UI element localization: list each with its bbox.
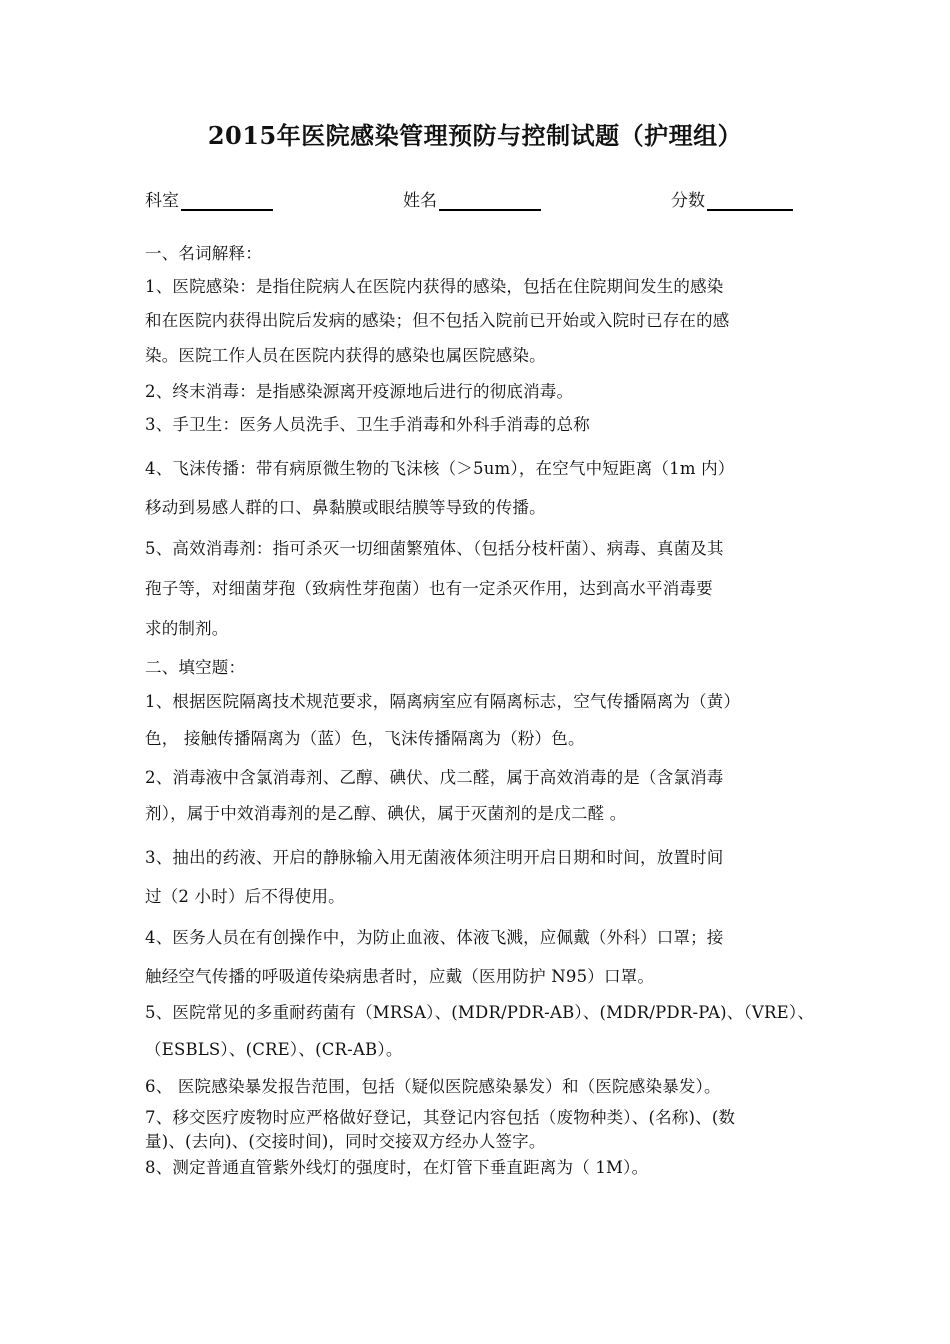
score-field[interactable] [671, 186, 793, 211]
question-line: 过（2 小时）后不得使用。 [145, 887, 345, 906]
header-fields [145, 186, 807, 214]
definition-line: 求的制剂。 [145, 619, 229, 638]
definition-line: 4、飞沫传播：带有病原微生物的飞沫核（＞5um），在空气中短距离（1m 内） [145, 459, 735, 478]
question-line: 2、消毒液中含氯消毒剂、乙醇、碘伏、戊二醛，属于高效消毒的是（含氯消毒 [145, 768, 724, 787]
name-label: 姓名 [403, 191, 437, 211]
department-blank[interactable] [181, 189, 273, 211]
question-line: 触经空气传播的呼吸道传染病患者时，应戴（医用防护 N95）口罩。 [145, 967, 655, 986]
question-line: 6、 医院感染暴发报告范围，包括（疑似医院感染暴发）和（医院感染暴发）。 [145, 1077, 721, 1096]
question-line: 3、抽出的药液、开启的静脉输入用无菌液体须注明开启日期和时间，放置时间 [145, 848, 724, 867]
definition-line: 孢子等，对细菌芽孢（致病性芽孢菌）也有一定杀灭作用，达到高水平消毒要 [145, 579, 713, 598]
definition-line: 和在医院内获得出院后发病的感染；但不包括入院前已开始或入院时已存在的感 [145, 311, 730, 330]
question-line: 5、医院常见的多重耐药菌有（MRSA）、(MDR/PDR-AB）、(MDR/PDR-PA)、（VRE）、 [145, 1003, 815, 1022]
definition-line: 染。医院工作人员在医院内获得的感染也属医院感染。 [145, 346, 546, 365]
question-line: 色， 接触传播隔离为（蓝）色，飞沫传播隔离为（粉）色。 [145, 729, 585, 748]
section2-heading: 二、填空题： [145, 658, 246, 677]
name-blank[interactable] [439, 189, 541, 211]
definition-line: 3、手卫生：医务人员洗手、卫生手消毒和外科手消毒的总称 [145, 415, 590, 434]
definition-line: 5、高效消毒剂：指可杀灭一切细菌繁殖体、（包括分枝杆菌）、病毒、真菌及其 [145, 539, 724, 558]
page-title: 2015年医院感染管理预防与控制试题（护理组） [207, 121, 743, 150]
question-line: 8、测定普通直管紫外线灯的强度时，在灯管下垂直距离为（ 1M）。 [145, 1158, 649, 1177]
question-line: 1、根据医院隔离技术规范要求，隔离病室应有隔离标志，空气传播隔离为（黄） [145, 692, 741, 711]
question-line: 剂），属于中效消毒剂的是乙醇、碘伏，属于灭菌剂的是戊二醛 。 [145, 804, 627, 823]
question-line: 4、医务人员在有创操作中，为防止血液、体液飞溅，应佩戴（外科）口罩；接 [145, 928, 724, 947]
department-label: 科室 [145, 191, 179, 211]
question-line: 7、移交医疗废物时应严格做好登记，其登记内容包括（废物种类）、(名称)、(数 [145, 1108, 736, 1127]
score-blank[interactable] [707, 189, 793, 211]
score-label: 分数 [671, 191, 705, 211]
definition-line: 2、终末消毒：是指感染源离开疫源地后进行的彻底消毒。 [145, 382, 574, 401]
definition-line: 移动到易感人群的口、鼻黏膜或眼结膜等导致的传播。 [145, 498, 546, 517]
name-field[interactable] [403, 186, 541, 211]
definition-line: 1、医院感染：是指住院病人在医院内获得的感染，包括在住院期间发生的感染 [145, 277, 724, 296]
section1-heading: 一、名词解释： [145, 244, 262, 263]
question-line: （ESBLS）、(CRE）、(CR-AB）。 [145, 1040, 403, 1059]
question-line: 量)、(去向)、(交接时间)，同时交接双方经办人签字。 [145, 1132, 546, 1151]
department-field[interactable] [145, 186, 273, 211]
